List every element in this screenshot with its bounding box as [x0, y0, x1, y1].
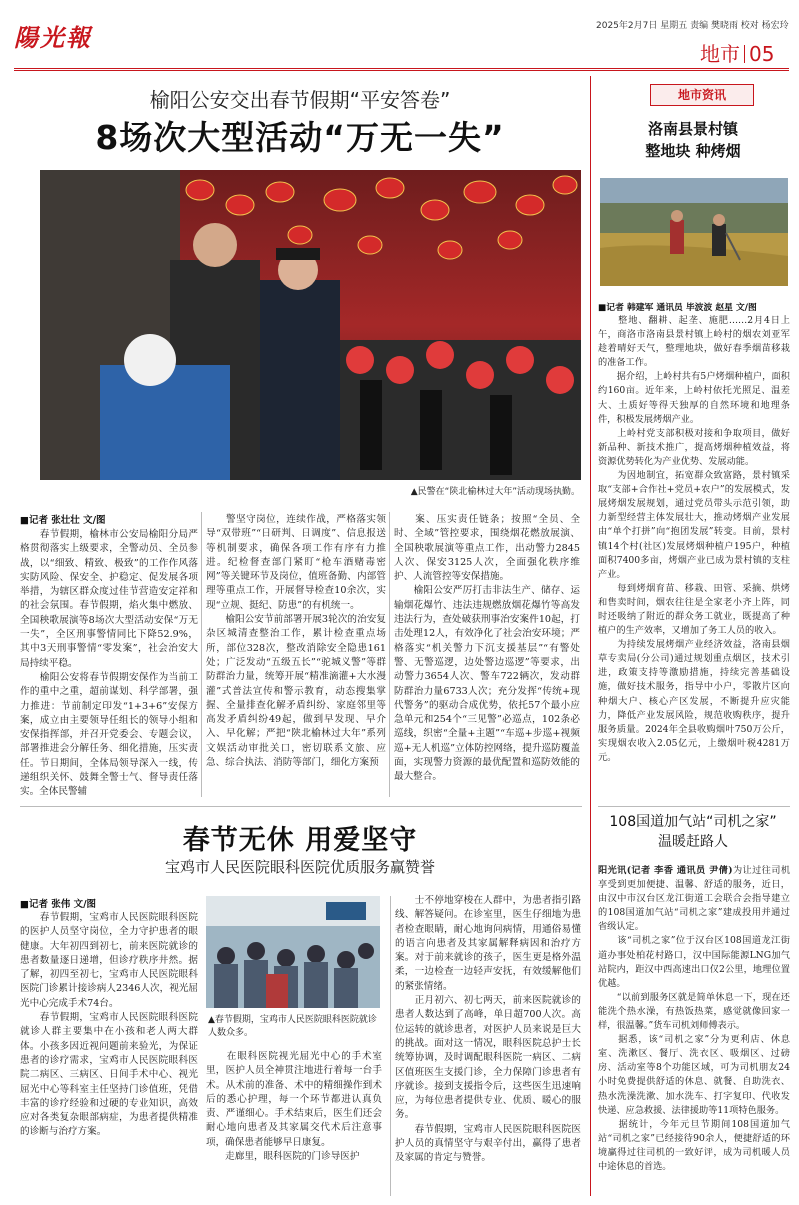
lead-kicker: 榆阳公安交出春节假期“平安答卷”	[149, 88, 451, 112]
side1-headline	[598, 118, 788, 162]
lead-body-col1	[20, 528, 198, 798]
second-col2-text: 在眼科医院视光屈光中心的手术室里，医护人员全神贯注地进行着每一台手术。从术前的准备、术中的精细操作到术后的悉心护理，每一个环节都进认真负责、严谨细心。手术结束后，医生们还会耐心地向患者及其家属交代术后注意事项，确保患者能够早日康复。 走廊里，眼科医院的门诊导医护	[206, 1051, 382, 1163]
lead-photo	[40, 170, 581, 480]
second-photo-caption: ▲春节假期，宝鸡市人民医院眼科医院就诊人数众多。	[208, 1015, 377, 1038]
second-subheadline: 宝鸡市人民医院眼科医院优质服务赢赞誉	[164, 858, 435, 876]
hospital-crowd-photo	[206, 896, 380, 1008]
side2-body	[598, 864, 790, 1198]
lead-body-col3	[394, 513, 580, 798]
side1-photo	[600, 178, 788, 286]
side2-lead-text: 为让过往司机享受到更加便捷、温馨、舒适的服务，近日，由汉中市汉台区龙江街道工会联合会指导建立的108国道加气站“司机之家”建成投用并通过省级认定。	[598, 865, 790, 933]
police-duty-photo	[40, 170, 581, 480]
newspaper-logo: 陽光報	[14, 23, 92, 52]
lead-photo-caption: ▲民警在“陕北榆林过大年”活动现场执勤。	[410, 487, 580, 497]
side1-body	[598, 314, 790, 804]
second-photo	[206, 896, 380, 1008]
lead-byline: ■记者 张壮壮 文/图	[20, 515, 106, 526]
second-byline: ■记者 张伟 文/图	[20, 899, 97, 910]
second-body-col3	[395, 894, 581, 1199]
lead-headline: 8场次大型活动“万无一失”	[95, 118, 505, 157]
page-number: 05	[749, 42, 775, 66]
right-column-rule	[590, 76, 591, 1196]
story-divider	[20, 806, 582, 807]
second-col1-text: 春节假期，宝鸡市人民医院眼科医院的医护人员坚守岗位，全力守护患者的眼健康。大年初四到初七，前来医院就诊的患者数量逐日递增，但诊疗秩序井然。据了解，初四至初七，宝鸡市人民医院眼科医院门诊累计接诊病人2346人次，视光屈光中心完成手术74台。 春节假期，宝鸡市人民医院眼科医院就诊人群主要集中在小孩和老人两大群体。小孩多因近视问题前来验光，为保证患者的诊疗需求，宝鸡市人民医院眼科医院二病区、三病区、日间手术中心、视光屈光中心等科室主任坚持门诊值班，凭借丰富的诊疗经验和过硬的专业知识，高效应对各类复杂眼部病症，为患者提供精准的诊断与治疗方案。	[20, 912, 198, 1138]
side2-byline: 阳光讯(记者 李香 通讯员 尹倩)	[598, 865, 733, 876]
section-name: 地市	[700, 42, 740, 66]
lead-col2-text: 警坚守岗位，连续作战，严格落实领导“双带班”“日研判、日调度”、信息报送等机制要求，确保各项工作有序有力推进。纪检督查部门紧盯“枪车酒赌毒密网”等关键环节及岗位，值班备勤、内部管理等重点工作，开展督导检查10余次，实现“立规、挺纪、防患”的有机统一。 榆阳公安节前部署开展3轮次的治安复杂区城清查整治工作，累计检查重点场所，部位328次，整改消除安全隐患161处；广泛发动“五级五长”“驼城义警”等群防群治力量，统筹开展“精准滴灌+大水漫灌”式普法宣传和警示教育，动态搜集掌握、全量排查化解矛盾纠纷、家庭邻里等高发矛盾纠纷49起，做到早发现、早介入、早化解；严把“陕北榆林过大年”系列文娱活动审批关口，密切联系文旅、应急、综合执法、消防等部门，细化方案预	[206, 514, 386, 769]
column-rule	[201, 512, 202, 797]
side1-body-text: 整地、翻耕、起垄、施肥……2月4日上午，商洛市洛南县景村镇上岭村的烟农刘亚军趁着晴好天气，整理地块，做好春季烟苗移栽的准备工作。 据介绍，上岭村共有5户烤烟种植户，面积约160亩。近年来，上岭村依托光照足、温差大、土质好等得天独厚的自然环境和地理条件，积极发展烤烟产业。 上岭村党支部积极对接和争取项目，做好新品种、新技术推广，提高烤烟种植效益，将资源优势转化为产业优势、发展动能。 为因地制宜，拓宽群众致富路，景村镇采取“支部+合作社+党员+农户”的发展模式，发展烤烟发展规划，通过党员带头示范引领，助力新型经营主体发展壮大，推动烤烟产业发展由“单个打拼”向“抱团发展”转变。目前，景村镇14个村(社区)发展烤烟种植户195户，种植面积7400多亩，烤烟产业已成为景村镇的支柱产业。 每到烤烟育苗、移栽、田管、采摘、烘烤和售卖时间，烟农往往是全家老小齐上阵，同时还吸纳了附近的群众务工就业，既提高了种植户的生产效率，又增加了务工人员的收入。 为持续发展烤烟产业经济效益，洛南县烟草专卖局(分公司)通过规划重点烟区，技术引进，政策支持等激励措施，持续完善基础设施，做好技术服务，指导中小户，零散片区向种烟大户、核心产区发展，不断提升应灾能力，降低产业发展风险，规范收购秩序，提升服务质量。2024年全县收购烟叶750万公斤，实现烟农收入2.05亿元，上缴烟叶税4281万元。	[598, 315, 790, 763]
side2-body-text: 该“司机之家”位于汉台区108国道龙江街道办事处柏花村路口，汉中国际能源LNG加气站院内，距汉中西高速出口仅2公里，地理位置优越。 “以前到服务区就是简单休息一下，现在还能洗个热水澡，有热饭热菜，感觉就像回家一样，很温馨。”货车司机刘师傅表示。 据悉，该“司机之家”分为更利店、休息室、洗漱区、餐厅、洗衣区、吸烟区、过磅房、活动室等8个功能区域，可为司机朋友24小时免费提供舒适的休息、就餐、自助洗衣、热水洗澡洗漱、加水洗车、打字复印、代收发快递、应急救援、法律援助等11项特色服务。 据统计，今年元旦节期间108国道加气站“司机之家”已经接待90余人，便捷舒适的环境赢得过往司机的一致好评，成为司机暖人员中途休息的首选。	[598, 935, 790, 1172]
column-rule	[389, 512, 390, 797]
lead-body-col2	[206, 513, 386, 798]
side-kicker-badge	[650, 84, 754, 106]
section-header	[700, 38, 774, 67]
farmers-field-photo	[600, 178, 788, 286]
second-col3-text: 士不停地穿梭在人群中，为患者指引路线、解答疑问。在诊室里，医生仔细地为患者检查眼睛，耐心地询问病情，用通俗易懂的语言向患者及其家属解释病因和治疗方案。对于前来就诊的孩子，医生更是格外温柔，一边检查一边轻声安抚，有效缓解他们的紧张情绪。 正月初六、初七两天，前来医院就诊的患者人数达到了高峰，单日超700人次。高位运转的就诊患者，对医护人员来说是巨大的挑战。面对这一情况，眼科医院总护士长统筹协调，及时调配眼科医院一病区、二病区值班医生支援门诊，全力保障门诊患者有序就诊。接到支援指令后，这些医生迅速响应，为每位患者提供专业、优质、暖心的服务。 春节假期，宝鸡市人民医院眼科医院医护人员的真情坚守与艰辛付出，赢得了患者及家属的肯定与赞誉。	[395, 895, 581, 1164]
side2-headline-line1: 108国道加气站“司机之家”	[609, 814, 777, 830]
column-rule	[390, 896, 391, 1196]
side1-headline-line2: 整地块 种烤烟	[645, 142, 741, 160]
second-headline: 春节无休 用爱坚守	[182, 825, 418, 856]
header-rule	[14, 68, 789, 69]
side2-headline-line2: 温暖赶路人	[658, 834, 728, 850]
second-body-col1	[20, 911, 198, 1201]
side1-headline-line1: 洛南县景村镇	[647, 120, 738, 138]
section-divider	[744, 45, 745, 63]
side-divider	[598, 806, 790, 807]
date-line: 2025年2月7日 星期五 责编 樊晓雨 校对 杨宏玲	[596, 21, 789, 31]
side-kicker-label: 地市资讯	[677, 88, 726, 102]
side2-headline	[598, 812, 788, 852]
header-rule-thin	[14, 70, 789, 71]
side1-byline: ■记者 韩建军 通讯员 毕波波 赵星 文/图	[598, 303, 757, 313]
second-body-col2	[206, 1050, 382, 1200]
lead-col3-text: 案、压实责任链条；按照“全员、全时、全域”管控要求，围绕烟花燃放展演、全国秧歌展演等重点工作，出动警力2845人次、保安3125人次，全面强化秩序维护、人流管控等安保措施。 榆阳公安严厉打击非法生产、储存、运输烟花爆竹、违法违规燃放烟花爆竹等高发违法行为，查处破获刑事治安案件10起，打击处理12人，有效净化了社会治安环境；严格落实“机关警力下沉支援基层”“有警处警、无警巡逻，边处警边巡逻”等要求，出动警力3654人次、警车722辆次，发动群防群治力量6733人次；充分发挥“传统+现代警务”的驱动合成优势，依托57个最小应急单元和254个“三见警”必巡点，102条必巡线，织密“全量+主题”“车巡+步巡+视频巡+无人机巡”立体防控网络，提升巡防覆盖面，实现警力资源的最优配置和巡防效能的最大整合。	[394, 514, 580, 783]
lead-col1-text: 春节假期，榆林市公安局榆阳分局严格贯彻落实上级要求，全警动员、全员参战，以“细致、精致、极致”的工作作风落实防风险、保安全、护稳定、促发展各项举措，为辖区群众度过佳节营造安定祥和的社会氛围。春节假期，焰火集中燃放、全国秧歌展演等8场次大型活动安保“万无一失”，全区刑事警情同比下降52.9%，其中3天刑事警情“零发案”，社会治安大局持续平稳。 榆阳公安将春节假期安保作为当前工作的重中之重，超前谋划、科学部署，强力推进：节前制定印发“1+3+6”安保方案，成立由主要领导任组长的领导小组和安保指挥部，并召开党委会、专题会议，部署推进会分解任务、细化措施，压实责任。节日期间，全体局领导深入一线，传递组织关怀、鼓舞全警士气、督导责任落实。全体民警辅	[20, 529, 198, 798]
